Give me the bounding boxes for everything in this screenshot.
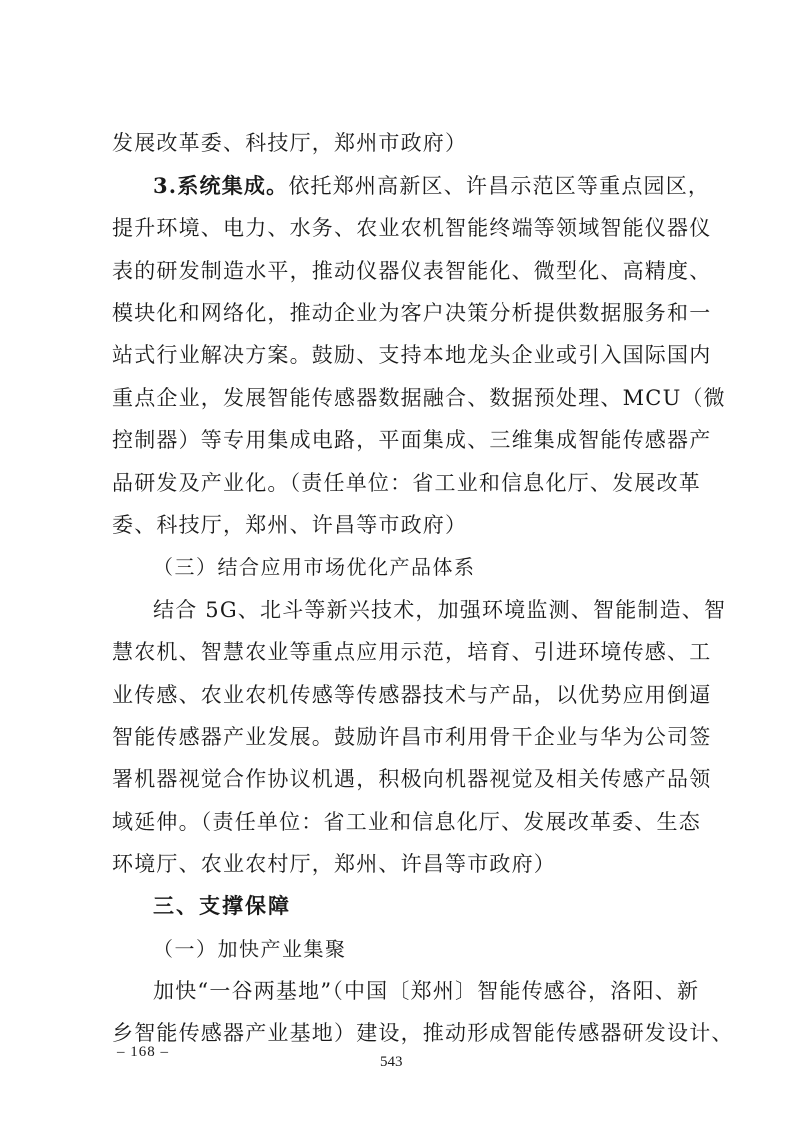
paragraph-line: 提升环境、电力、水务、农业农机智能终端等领域智能仪器仪: [112, 216, 712, 240]
paragraph-line: 站式行业解决方案。鼓励、支持本地龙头企业或引入国际国内: [112, 343, 712, 367]
paragraph-line: 表的研发制造水平，推动仪器仪表智能化、微型化、高精度、: [112, 259, 712, 283]
paragraph-line: 模块化和网络化，推动企业为客户决策分析提供数据服务和一: [112, 301, 712, 325]
paragraph-line: 发展改革委、科技厅，郑州市政府）: [112, 131, 468, 155]
paragraph-line: 品研发及产业化。（责任单位：省工业和信息化厅、发展改革: [112, 471, 701, 495]
paragraph-line: 结合 5G、北斗等新兴技术，加强环境监测、智能制造、智: [153, 598, 727, 622]
section-lead: 3.系统集成。: [153, 173, 289, 198]
paragraph-line: 智能传感器产业发展。鼓励许昌市利用骨干企业与华为公司签: [112, 725, 712, 749]
paragraph-line: 乡智能传感器产业基地）建设，推动形成智能传感器研发设计、: [112, 1021, 734, 1045]
paragraph-line: 环境厅、农业农村厅，郑州、许昌等市政府）: [112, 852, 556, 876]
paragraph-line: 署机器视觉合作协议机遇，积极向机器视觉及相关传感产品领: [112, 767, 712, 791]
page-number-left: – 168 –: [117, 1044, 169, 1060]
paragraph-text: 依托郑州高新区、许昌示范区等重点园区，: [288, 174, 711, 198]
paragraph-line: 业传感、农业农机传感等传感器技术与产品，以优势应用倒逼: [112, 683, 712, 707]
paragraph-line: 加快“一谷两基地”（中国〔郑州〕智能传感谷，洛阳、新: [153, 979, 700, 1003]
paragraph-line: [153, 171, 711, 201]
paragraph-line: 域延伸。（责任单位：省工业和信息化厅、发展改革委、生态: [112, 810, 701, 834]
paragraph-line: 委、科技厅，郑州、许昌等市政府）: [112, 513, 468, 537]
subsection-heading: （三）结合应用市场优化产品体系: [153, 555, 476, 579]
section-heading: 三、支撑保障: [153, 894, 291, 918]
paragraph-line: 重点企业，发展智能传感器数据融合、数据预处理、MCU（微: [112, 386, 726, 410]
page-number-center: 543: [380, 1054, 403, 1070]
paragraph-line: 控制器）等专用集成电路，平面集成、三维集成智能传感器产: [112, 428, 712, 452]
subsection-heading: （一）加快产业集聚: [153, 937, 347, 961]
paragraph-line: 慧农机、智慧农业等重点应用示范，培育、引进环境传感、工: [112, 640, 712, 664]
